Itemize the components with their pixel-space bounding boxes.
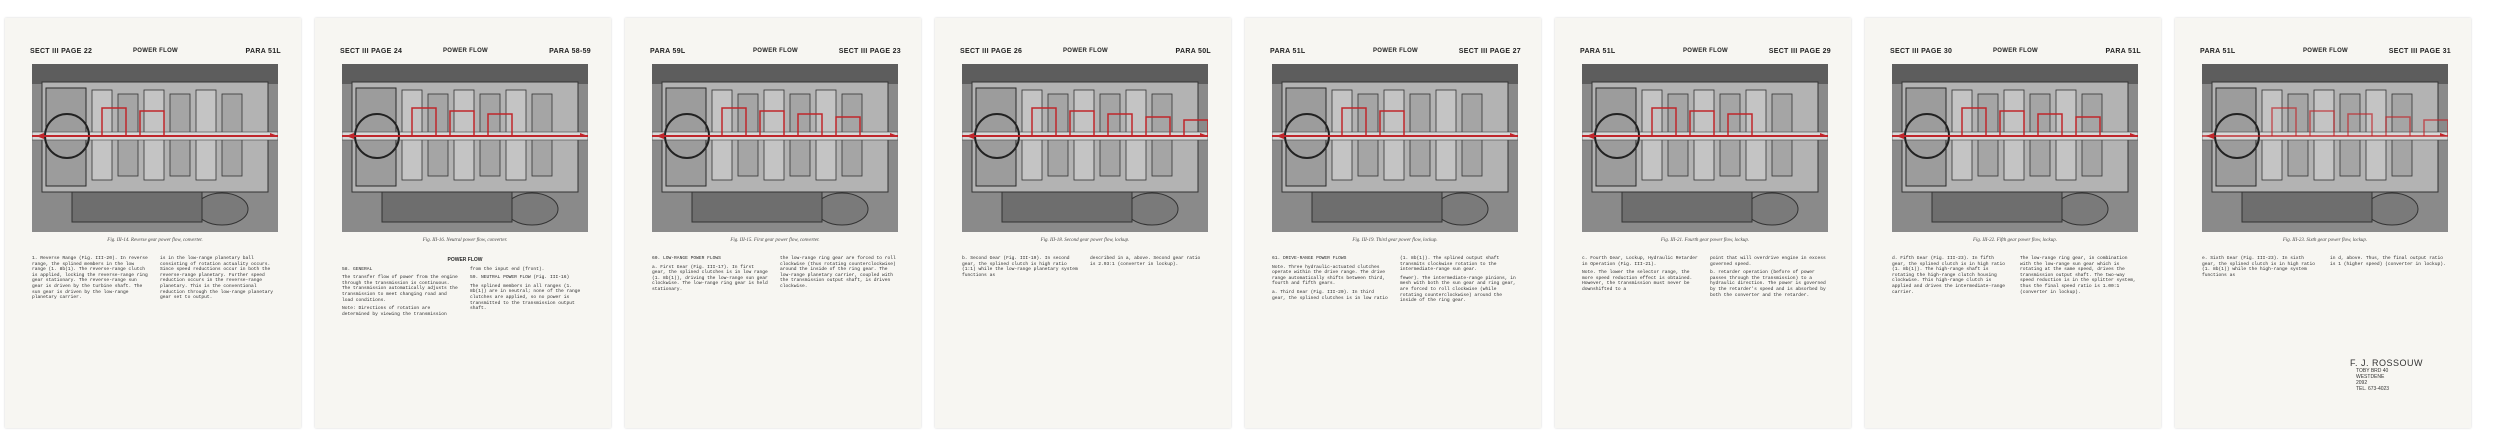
figure-caption: Fig. III-16. Neutral power flow, converter. [422,238,508,243]
manual-page [625,18,921,428]
figure-caption: Fig. III-18. Second gear power flow, lockup. [1040,238,1130,243]
header-left: SECT III PAGE 22 [30,48,93,55]
header-title: POWER FLOW [1683,48,1728,54]
page-body-text [342,256,588,317]
owner-stamp [2350,358,2450,392]
figure-caption: Fig. III-23. Sixth gear power flow, lockup. [2282,238,2368,243]
header-left: PARA 59L [650,48,686,55]
header-right: PARA 58-59 [549,48,591,55]
page-header [1580,48,1831,60]
header-left: SECT III PAGE 26 [960,48,1023,55]
transmission-cutaway-illustration [1272,64,1518,232]
figure-caption: Fig. III-14. Reverse gear power flow, converter. [107,238,203,243]
transmission-cutaway-illustration [1582,64,1828,232]
page-body-text [962,256,1208,278]
paragraph: 59. NEUTRAL POWER FLOW (Fig. III-16) [470,275,570,281]
header-left: PARA 51L [1580,48,1616,55]
page-body-text [1582,256,1828,298]
header-left: SECT III PAGE 24 [340,48,403,55]
page-header [650,48,901,60]
manual-page [5,18,301,428]
figure-caption: Fig. III-22. Fifth gear power flow, lockup. [1972,238,2058,243]
header-title: POWER FLOW [1373,48,1418,54]
paragraph: is in the low-range planetary ball consisting of rotation actuality occurs. Since speed reductions occur in both the reverse-range planetary. Further speed reduction occurs in the reverse-range planetary. This is the conventional reduction through the low-range planetary gear set to output. [160,256,274,301]
paragraph: a. First Gear (Fig. III-17). In first gear, the splined clutches is in low range (1. 8b(1)), driving the low-range sun gear clockwise. The low-range ring gear is held stationary. [652,264,768,292]
paragraph: b. retarder operation (before of power passes through the transmission) to a hydraulic direction. The power is governed by the retarder's speed and is absorbed by both the converter and the retarder. [1710,270,1826,298]
header-right: SECT III PAGE 23 [838,48,901,55]
manual-page [315,18,611,428]
paragraph: 60. LOW-RANGE POWER FLOWS [652,256,721,261]
section-heading: POWER FLOW [447,257,483,263]
paragraph: 1. Reverse Range (Fig. III-20). In reverse range, the splined members in the low range (1. 8b(1). The reverse-range clutch is applied, locking the reverse-range ring gear stationary. The reverse-range sun gear is driven by the turbine shaft. The sun gear is driven by the low-range planetary carrier. [32,256,148,301]
header-title: POWER FLOW [133,48,178,54]
header-left: PARA 51L [1270,48,1306,55]
page-header [960,48,1211,60]
page-header [340,48,591,60]
manual-page [1555,18,1851,428]
manual-page [2175,18,2471,428]
header-title: POWER FLOW [753,48,798,54]
figure-caption: Fig. III-21. Fourth gear power flow, lockup. [1660,238,1750,243]
header-right: PARA 50L [1175,48,1211,55]
paragraph: e. Sixth Gear (Fig. III-23). In sixth gear, the splined clutch is in high ratio (1. 8b(1)) while the high-range system functions as [2202,256,2316,278]
page-body-text [32,256,278,304]
header-title: POWER FLOW [443,48,488,54]
paragraph: The low-range ring gear, in combination with the low-range sun gear which is rotating at the same speed, drives the transmission output shaft. The two-way speed reduction is in the splitter system, thus the final speed ratio is 1.00:1 (converter in lockup). [2020,256,2136,295]
header-right: SECT III PAGE 29 [1768,48,1831,55]
page-body-text [652,256,898,294]
figure-caption: Fig. III-19. Third gear power flow, lockup. [1352,238,1438,243]
header-left: PARA 51L [2200,48,2236,55]
paragraph: The transfer flow of power from the engine through the transmission is continuous. The transmission automatically adjusts the transmission to meet changing road and load conditions. [342,275,458,303]
transmission-cutaway-illustration [962,64,1208,232]
paragraph: d. Fifth Gear (Fig. III-23). In fifth gear, the splined clutch is in high ratio (1. 8b(1)). The high-range shaft is rotating the high-range clutch housing clockwise. This high-range clutch is applied and drives the intermediate-range carrier. [1892,256,2006,295]
header-right: SECT III PAGE 31 [2388,48,2451,55]
header-title: POWER FLOW [1993,48,2038,54]
paragraph: 58. GENERAL [342,266,373,272]
transmission-cutaway-illustration [32,64,278,232]
paragraph: a. Third Gear (Fig. III-20). In third gear, the splined clutches is in low ratio (1. 8b(1)). The splined output shaft transmits clockwise rotation to the intermediate-range sun gear. [1272,256,1500,301]
stamp-line: TEL. 673-4023 [2356,386,2390,392]
paragraph: b. Second Gear (Fig. III-19). In second gear, the splined clutch is high ratio (1:1) while the low-range planetary system functions as [962,256,1078,278]
stamp-line: 2092 [2356,380,2368,386]
header-right: PARA 51L [245,48,281,55]
page-header [1270,48,1521,60]
transmission-cutaway-illustration [342,64,588,232]
paragraph: Note. The lower the selector range, the more speed reduction effect is obtained. However, the transmission must never be downshifted to a [1582,270,1693,292]
header-right: SECT III PAGE 27 [1458,48,1521,55]
paragraph: c. Fourth Gear, Lockup, Hydraulic Retarder in Operation (Fig. III-21). [1582,256,1698,267]
paragraph: described in a, above. Second gear ratio is 2.93:1 (converter in lockup). [1090,256,1201,267]
header-right: PARA 51L [2105,48,2141,55]
page-header [2200,48,2451,60]
paragraph: the low-range ring gear are forced to roll clockwise (thus rotating counterclockwise) around the inside of the ring gear. The low-range planetary carrier, coupled with the transmission output shaft, is driven clockwise. [780,256,896,289]
stamp-name: F. J. ROSSOUW [2350,358,2424,368]
header-title: POWER FLOW [1063,48,1108,54]
manual-page [935,18,1231,428]
paragraph: The splined members in all ranges (1. 8b(1)) are in neutral; none of the range clutches are applied, so no power is transmitted to the transmission output shaft. [470,283,581,312]
stamp-line: TOBY BRD 40 [2356,368,2389,374]
page-body-text [1272,256,1518,304]
paragraph: point that will overdrive engine in excess governed speed. [1710,256,1826,267]
paragraph: in d, above. Thus, the final output ratio is 1 (higher speed) (converter in lockup). [2330,256,2446,267]
figure-caption: Fig. III-15. First gear power flow, converter. [730,238,820,243]
manual-page [1245,18,1541,428]
transmission-cutaway-illustration [652,64,898,232]
page-body-text [2202,256,2448,278]
page-header [1890,48,2141,60]
stamp-line: WESTDENE [2356,374,2385,380]
manual-page [1865,18,2161,428]
header-left: SECT III PAGE 30 [1890,48,1953,55]
paragraph: fewer). The intermediate-range pinions, in mesh with both the sun gear and ring gear, are forced to roll clockwise (while rotating counterclockwise) around the inside of the ring gear. [1400,275,1516,304]
paragraph: Note: Directions of rotation are determined by viewing the transmission from the input end (front). [342,266,545,317]
page-body-text [1892,256,2138,298]
page-header [30,48,281,60]
paragraph: 61. DRIVE-RANGE POWER FLOWS [1272,256,1347,261]
transmission-cutaway-illustration [2202,64,2448,232]
paragraph: Note. Three hydraulic-actuated clutches operate within the drive range. The drive range automatically shifts between third, fourth and fifth gears. [1272,264,1386,287]
header-title: POWER FLOW [2303,48,2348,54]
transmission-cutaway-illustration [1892,64,2138,232]
